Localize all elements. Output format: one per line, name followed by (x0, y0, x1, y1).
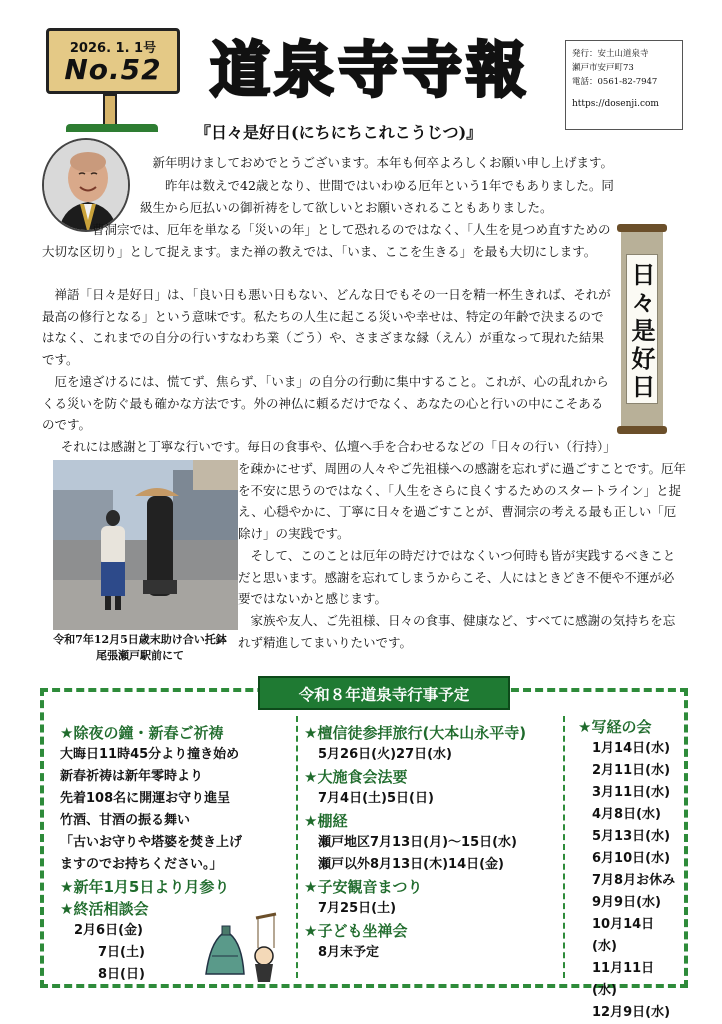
takuhatsu-photo (53, 460, 238, 630)
article-title: 『日々是好日(にちにちこれこうじつ)』 (195, 123, 483, 142)
event-heading: ★除夜の鐘・新春ご祈祷 (60, 724, 224, 742)
article-paragraph: そして、このことは厄年の時だけではなくいつ何時も皆が実践するべきことだと思います。感謝を忘れてしまうからこそ、人にはときどき不便や不運が必要ではないかと感じます。 (238, 548, 676, 606)
event-heading: ★子安観音まつり (304, 878, 423, 896)
issue-sign-board (46, 28, 180, 94)
event-detail: 「古いお守りや塔婆を焚き上げ (60, 835, 243, 850)
shakyo-dates (578, 738, 678, 1024)
event-heading: ★大施食会法要 (304, 768, 408, 786)
article-paragraph: を疎かにせず、周囲の人々やご先祖様への感謝を忘れずに過ごすことです。厄年を不安に思うのではなく、「人生をさらに良くするためのスタートライン」と捉え、心穏やかに、丁寧に日々を過ごすことが、曹洞宗の考える最も正しい「厄除け」の実践です。 (238, 461, 687, 541)
event-detail: 7月25日(土) (318, 901, 397, 916)
event-detail: 7月4日(土)5日(日) (318, 791, 434, 806)
shakyo-date: 4月8日(水) (592, 807, 661, 822)
publisher-line: 瀬戸市安戸町73 (572, 63, 634, 73)
newsletter-title: 道泉寺寺報 (210, 36, 530, 106)
publisher-info (565, 40, 683, 130)
article-paragraph: 新年明けましておめでとうございます。本年も何卒よろしくお願い申し上げます。 (152, 155, 614, 170)
event-detail: 先着108名に開運お守り進呈 (60, 791, 231, 806)
website-link[interactable]: https://dosenji.com (572, 99, 659, 109)
photo-caption (40, 632, 240, 664)
article-paragraph: 禅語「日々是好日」は、「良い日も悪い日もない、どんな日でもその一日を精一杯生きれば、それが最高の修行となる」という意味です。私たちの人生に起こる災いや幸せは、特定の年齢で決まるのではなく、これまでの自分の行いすなわち業（ごう）や、さまざまな縁（えん）が重なって現れた結果です。 (42, 287, 611, 367)
article-paragraph: それには感謝と丁寧な行いです。毎日の食事や、仏壇へ手を合わせるなどの「日々の行い（行持）」 (60, 439, 616, 454)
shakyo-date: 9月9日(水) (592, 895, 661, 910)
event-detail: 瀬戸地区7月13日(月)～15日(水) (318, 835, 517, 850)
bell-illustration (198, 904, 282, 984)
event-detail: 大晦日11時45分より撞き始め (60, 747, 240, 762)
shakyo-date: 1月14日(水) (592, 741, 671, 756)
shakyo-date: 6月10日(水) (592, 851, 671, 866)
scroll-rod-top (617, 224, 667, 232)
article-paragraph: 曹洞宗では、厄年を単なる「災いの年」として恐れるのではなく、「人生を見つめ直すための大切な区切り」として捉えます。また禅の教えでは、「いま、ここを生きる」を最も大切にします。 (42, 222, 611, 259)
shakyo-date: 5月13日(水) (592, 829, 671, 844)
shakyo-date: 7月8月お休み (592, 873, 676, 888)
event-detail: 8月末予定 (318, 945, 380, 960)
event-detail: 8日(日) (98, 967, 145, 982)
event-column-3 (578, 716, 678, 1024)
priest-portrait (42, 138, 130, 232)
event-detail: 瀬戸以外8月13日(木)14日(金) (318, 857, 504, 872)
scroll-calligraphy: 日々是好日 (626, 254, 658, 404)
event-detail: 5月26日(火)27日(水) (318, 747, 452, 762)
event-detail: 新春祈祷は新年零時より (60, 769, 204, 784)
issue-signpost (46, 28, 180, 132)
photo-caption-line: 尾張瀬戸駅前にて (96, 649, 184, 662)
issue-date: 2026. 1. 1号 (69, 41, 157, 56)
event-detail: 竹酒、甘酒の振る舞い (60, 813, 191, 828)
scroll-rod-bottom (617, 426, 667, 434)
photo-caption-line: 令和7年12月5日歳末助け合い托鉢 (53, 633, 227, 646)
event-heading: ★終活相談会 (60, 900, 149, 918)
event-detail: ますのでお持ちください。」 (60, 857, 223, 872)
article-paragraph: 家族や友人、ご先祖様、日々の食事、健康など、すべてに感謝の気持ちを忘れず精進してまいりたいです。 (238, 613, 676, 650)
shakyo-date: 2月11日(水) (592, 763, 671, 778)
sign-grass (66, 124, 158, 132)
publisher-line: 電話：0561-82-7947 (572, 77, 658, 87)
article-paragraph: 昨年は数えで42歳となり、世間ではいわゆる厄年という1年でもありました。同級生から厄払いの御祈祷をして欲しいとお願いされることもありました。 (140, 178, 614, 215)
event-heading: ★新年1月5日より月参り (60, 878, 230, 896)
shakyo-date: 11月11日(水) (592, 961, 655, 998)
issue-number: No.52 (64, 53, 162, 86)
column-divider (296, 716, 298, 978)
event-detail: 7日(土) (98, 945, 145, 960)
event-heading: ★棚経 (304, 812, 348, 830)
column-divider (563, 716, 565, 978)
hanging-scroll (617, 224, 667, 434)
publisher-line: 発行：安土山道泉寺 (572, 49, 649, 59)
event-heading: ★子ども坐禅会 (304, 922, 408, 940)
shakyo-date: 12月9日(水) (592, 1005, 671, 1020)
event-detail: 2月6日(金) (74, 923, 143, 938)
event-heading: ★檀信徒参拝旅行(大本山永平寺) (304, 724, 527, 742)
event-heading: ★写経の会 (578, 718, 652, 736)
event-column-2 (304, 722, 554, 964)
shakyo-date: 10月14日(水) (592, 917, 655, 954)
article-paragraph: 厄を遠ざけるには、慌てず、焦らず、「いま」の自分の行動に集中すること。これが、心の乱れからくる災いを防ぐ最も確かな方法です。外の神仏に頼るだけでなく、あなたの心と行いの中にこそあるのです。 (42, 374, 609, 432)
shakyo-date: 3月11日(水) (592, 785, 671, 800)
event-schedule-title: 令和８年道泉寺行事予定 (258, 676, 510, 710)
